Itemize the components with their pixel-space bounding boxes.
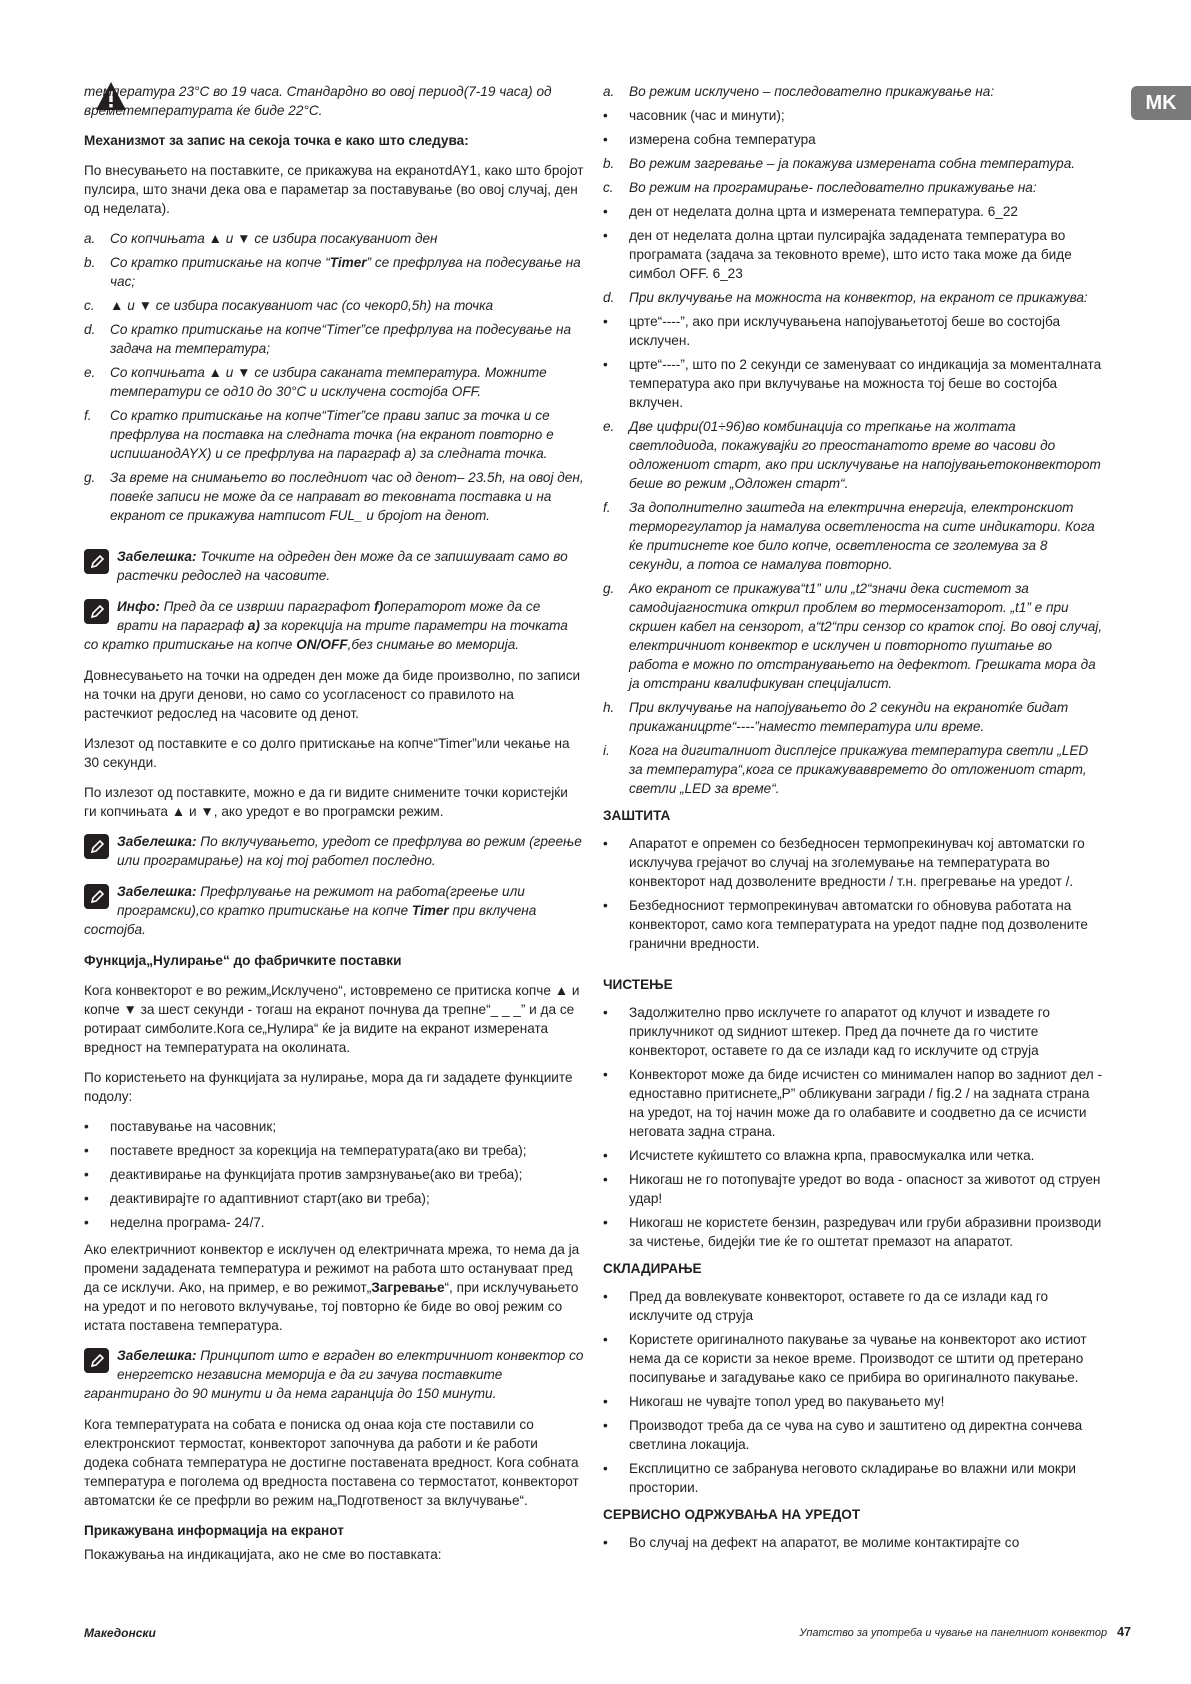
service-list: [603, 1533, 1103, 1552]
step-item: c. Во режим на програмирање- последователно прикажување на:: [603, 180, 1037, 195]
pencil-note-icon: [84, 599, 109, 624]
step-item: g. Ако екранот се прикажува“t1” или „t2“значи дека системот за самодијагностика открил проблем во термосензаторот. „t1” е при скршен кабел на сензорот, а“t2“при сензор со краток спој. Во овој случај, електричниот конвектор е исклучен и повторното пуштање во работа е можно по отстранувањето на дефектот. Грешката мора да ја отстрани квалификуван специјалист.: [603, 581, 1103, 691]
list-item: • деактивирање на функцијата против замрзнување(ако ви треба);: [84, 1165, 584, 1184]
left-column: [84, 82, 584, 1575]
list-item: • Пред да вовлекувате конвекторот, оставете го да се излади кад го исклучите од струја: [603, 1287, 1103, 1325]
list-item: • деактивирајте го адаптивниот старт(ако ви треба);: [84, 1189, 584, 1208]
display-indications-list: [603, 82, 1103, 798]
note-memory: Забелешка: Принципот што е вграден во електричниот конвектор со енергетско независна меморија е да ги зачува поставките гарантирано до 90 минути и да нема гаранција до 150 минути.: [84, 1348, 584, 1401]
list-item: • поставување на часовник;: [84, 1117, 584, 1136]
step-item: b. Со кратко притискање на копче “Timer” се префрлува на подесување на час;: [84, 255, 581, 289]
heading-reset: Функција„Нулирање“ до фабричките поставки: [84, 953, 402, 968]
setup-steps-list: [84, 229, 584, 525]
list-item: • Апаратот е опремен со безбедносен термопрекинувач кој автоматски го исклучува грејачот во случај на зголемување на температурата во конвекторот над дозволените вредности / т.н. прегревање на уредот /.: [603, 834, 1103, 891]
step-item: d. При вклучување на можноста на конвектор, на екранот се прикажува:: [603, 290, 1088, 305]
list-item: • Исчистете куќиштето со влажна крпа, правосмукалка или четка.: [603, 1146, 1103, 1165]
note-power-on: Забелешка: По вклучувањето, уредот се префрлува во режим (греење или програмирање) на кој тој работел последно.: [84, 832, 584, 870]
heading-service: СЕРВИСНО ОДРЖУВАЊА НА УРЕДОТ: [603, 1507, 861, 1522]
para-view-points: По излезот од поставките, можно е да ги видите снимените точки користејќи ги копчињата ▲ и ▼, ако уредот е во програмски режим.: [84, 785, 568, 819]
page-number: 47: [1117, 1625, 1131, 1639]
step-item: i. Кога на дигиталниот дисплејсе прикажува температура светли „LED за температура“,кога се прикажуваввремето до отложениот старт, светли „LED за време“.: [603, 743, 1089, 796]
pencil-note-icon: [84, 884, 109, 909]
pencil-note-icon: [84, 834, 109, 859]
list-item: • Никогаш не го потопувајте уредот во вода - опасност за животот од струен удар!: [603, 1170, 1103, 1208]
step-item: f. Со кратко притискање на копче“Timer”се прави запис за точка и се префрлува на поставка на следната точка (на екранот повторно е испишанодAYX) и се префрлува на параграф а) за следната точка.: [84, 408, 554, 461]
list-item: • Задолжително прво исклучете го апаратот од клучот и извадете го приклучникот од ѕидниот штекер. Пред да почнете да го чистите конвекторот, оставете го да се излади кад го исклучите од струја: [603, 1003, 1103, 1060]
para-power-loss: Ако електричниот конвектор е исклучен од електричната мрежа, то нема да ја промени зададената температура и режимот на работа што остануваат пред да се исклучи. Ако, на пример, е во режимот„Загревање“, при исклучувањето на уредот и по неговото вклучување, тој повторно ќе биде во овој режим со истата поставена температура.: [84, 1242, 580, 1333]
list-item: • ден от неделата долна цртаи пулсирајќа зададената температура во програмата (задача за тековното време), што исто така може да биде симбол OFF. 6_23: [603, 226, 1103, 283]
list-item: • Конвекторот може да биде исчистен со минимален напор во задниот дел - едноставно притиснете„P” обликувани загради / fig.2 / на задната страна на уредот, на тој начин може да го олабавите и соодветно да се исчисти неговата задна страна.: [603, 1065, 1103, 1141]
step-item: c. ▲ и ▼ се избира посакуваниот час (со чекор0,5h) на точка: [84, 298, 494, 313]
para-display-info: Покажувања на индикацијата, ако не сме во поставката:: [84, 1547, 442, 1562]
pencil-note-icon: [84, 549, 109, 574]
para-arbitrary-order: Довнесувањето на точки на одреден ден може да биде произволно, по записи на точки на други денови, но само со усогласеност со правилото на растечкиот редослед на часовите од денот.: [84, 668, 581, 721]
intro-text: температура 23°C во 19 часа. Стандардно во овој период(7-19 часа) од времетемпературата ќе биде 22°C.: [84, 84, 552, 118]
step-item: f. За дополнително заштеда на електрична енергија, електронскиот терморегулатор ја намалува осветленоста на сите индикатори. Кога ќе притиснете кое било копче, осветленоста се зголемува за 8 секунди, а потоа се намалува повторно.: [603, 500, 1095, 572]
footer-language: Македонски: [84, 1626, 156, 1640]
heading-display-info: Прикажувана информација на екранот: [84, 1523, 344, 1538]
step-item: e. Две цифри(01÷96)во комбинација со трепкање на жолтата светлодиода, покажувајќи го преостанатото време во часови до одложениот старт, ако при исклучување на напојувањетоконвекторот беше во режим „Одложен старт“.: [603, 419, 1101, 491]
list-item: • Користете оригиналното пакување за чување на конвекторот ако истиот нема да се користи за некое време. Производот се штити од претерано посипување и загадување како се прибира во оригиналното пакување.: [603, 1330, 1103, 1387]
heading-cleaning: ЧИСТЕЊЕ: [603, 977, 673, 992]
list-item: • Производот треба да се чува на суво и заштитено од директна сончева светлина локација.: [603, 1416, 1103, 1454]
pencil-note-icon: [84, 1348, 109, 1373]
list-item: • Безбедносниот термопрекинувач автоматски го обновува работата на конвекторот, само кога температурата на уредот падне под дозволените гранични вредности.: [603, 896, 1103, 953]
heading-mechanism: Механизмот за запис на секоја точка е како што следува:: [84, 133, 469, 148]
reset-functions-list: [84, 1117, 584, 1232]
step-item: a. Со копчињата ▲ и ▼ се избира посакуваниот ден: [84, 231, 438, 246]
heading-storage: СКЛАДИРАЊЕ: [603, 1261, 702, 1276]
info-note: Инфо: Пред да се изврши параграфот f)операторот може да се врати на параграф а) за корекција на трите параметри на точката со кратко притискање на копче ON/OFF,без снимање во меморија.: [84, 599, 568, 652]
list-item: • измерена собна температура: [603, 130, 1103, 149]
step-item: b. Во режим загревање – ја покажува измерената собна температура.: [603, 156, 1076, 171]
list-item: • неделна програма- 24/7.: [84, 1213, 584, 1232]
list-item: • Никогаш не чувајте топол уред во пакувањето му!: [603, 1392, 1103, 1411]
protection-list: [603, 834, 1103, 953]
step-item: e. Со копчињата ▲ и ▼ се избира саканата температура. Можните температури се од10 до 30°C и исклучена состојба OFF.: [84, 365, 547, 399]
list-item: • ден от неделата долна црта и измерената температура. 6_22: [603, 202, 1103, 221]
para-reset: Кога конвекторот е во режим„Исклучено“, истовремено се притиска копче ▲ и копче ▼ за шест секунди - тогаш на екранот почнува да трепне“_ _ _” и да се ротираат симболите.Кога се„Нулира“ ќе ја видите на екранот измерената вредност на температурата на околината.: [84, 983, 580, 1055]
list-item: • Во случај на дефект на апаратот, ве молиме контактирајте со: [603, 1533, 1103, 1552]
step-item: h. При вклучување на напојувањето до 2 секунди на екранотќе бидат прикажаницрте“----”наместо температура или време.: [603, 700, 1069, 734]
language-tab: MK: [1131, 86, 1191, 120]
list-item: • Никогаш не користете бензин, разредувач или груби абразивни производи за чистење, бидејќи тие ќе го оштетат премазот на апаратот.: [603, 1213, 1103, 1251]
para-after-reset: По користењето на функцијата за нулирање, мора да ги зададете функциите подолу:: [84, 1070, 573, 1104]
storage-list: [603, 1287, 1103, 1497]
para-after-settings: По внесувањето на поставките, се прикажува на екранотdAY1, како што бројот пулсира, што значи дека ова е параметар за поставување (во овој случај, ден од неделата).: [84, 163, 584, 216]
list-item: • црте“----”, ако при исклучувањена напојувањетотој беше во состојба исклучен.: [603, 312, 1103, 350]
step-item: a. Во режим исклучено – последователно прикажување на:: [603, 84, 995, 99]
step-item: d. Со кратко притискање на копче“Timer”се префрлува на подесување на задача на температура;: [84, 322, 572, 356]
list-item: • Експлицитно се забранува неговото складирање во влажни или мокри простории.: [603, 1459, 1103, 1497]
para-thermostat: Кога температурата на собата е пониска од онаа која сте поставили со електронскиот термостат, конвекторот започнува да работи и ќе работи додека собната температура не достигне поставената вредност. Кога собната температура е поголема од вредноста поставена со термостатот, конвекторот автоматски ќе се префрли во режим на„Подготвеност за вклучување“.: [84, 1417, 579, 1508]
step-item: g. За време на снимањето во последниот час од денот– 23.5h, на овој ден, повеќе записи не може да се направат во тековната поставка и на екранот се прикажува натписот FUL_ и бројот на денот.: [84, 470, 584, 523]
note-mode-switch: Забелешка: Префрлување на режимот на работа(греење или програмски),со кратко притискање на копче Timer при вклучена состојба.: [84, 884, 537, 937]
para-exit-settings: Излезот од поставките е со долго притискање на копче“Timer”или чекање на 30 секунди.: [84, 736, 570, 770]
cleaning-list: [603, 1003, 1103, 1251]
list-item: • црте“----”, што по 2 секунди се заменуваат со индикација за моменталната температура ако при вклучување на можноста тој беше во состојба вклучен.: [603, 355, 1103, 412]
list-item: • часовник (час и минути);: [603, 106, 1103, 125]
heading-protection: ЗАШТИТА: [603, 808, 671, 823]
footer-manual-title: Упатство за употреба и чување на панелниот конвектор 47: [799, 1625, 1131, 1639]
right-column: [603, 82, 1103, 1560]
list-item: • поставете вредност за корекција на температурата(ако ви треба);: [84, 1141, 584, 1160]
note-ascending-order: Забелешка: Точките на одреден ден може да се запишуваат само во растечки редослед на часовите.: [84, 547, 584, 585]
